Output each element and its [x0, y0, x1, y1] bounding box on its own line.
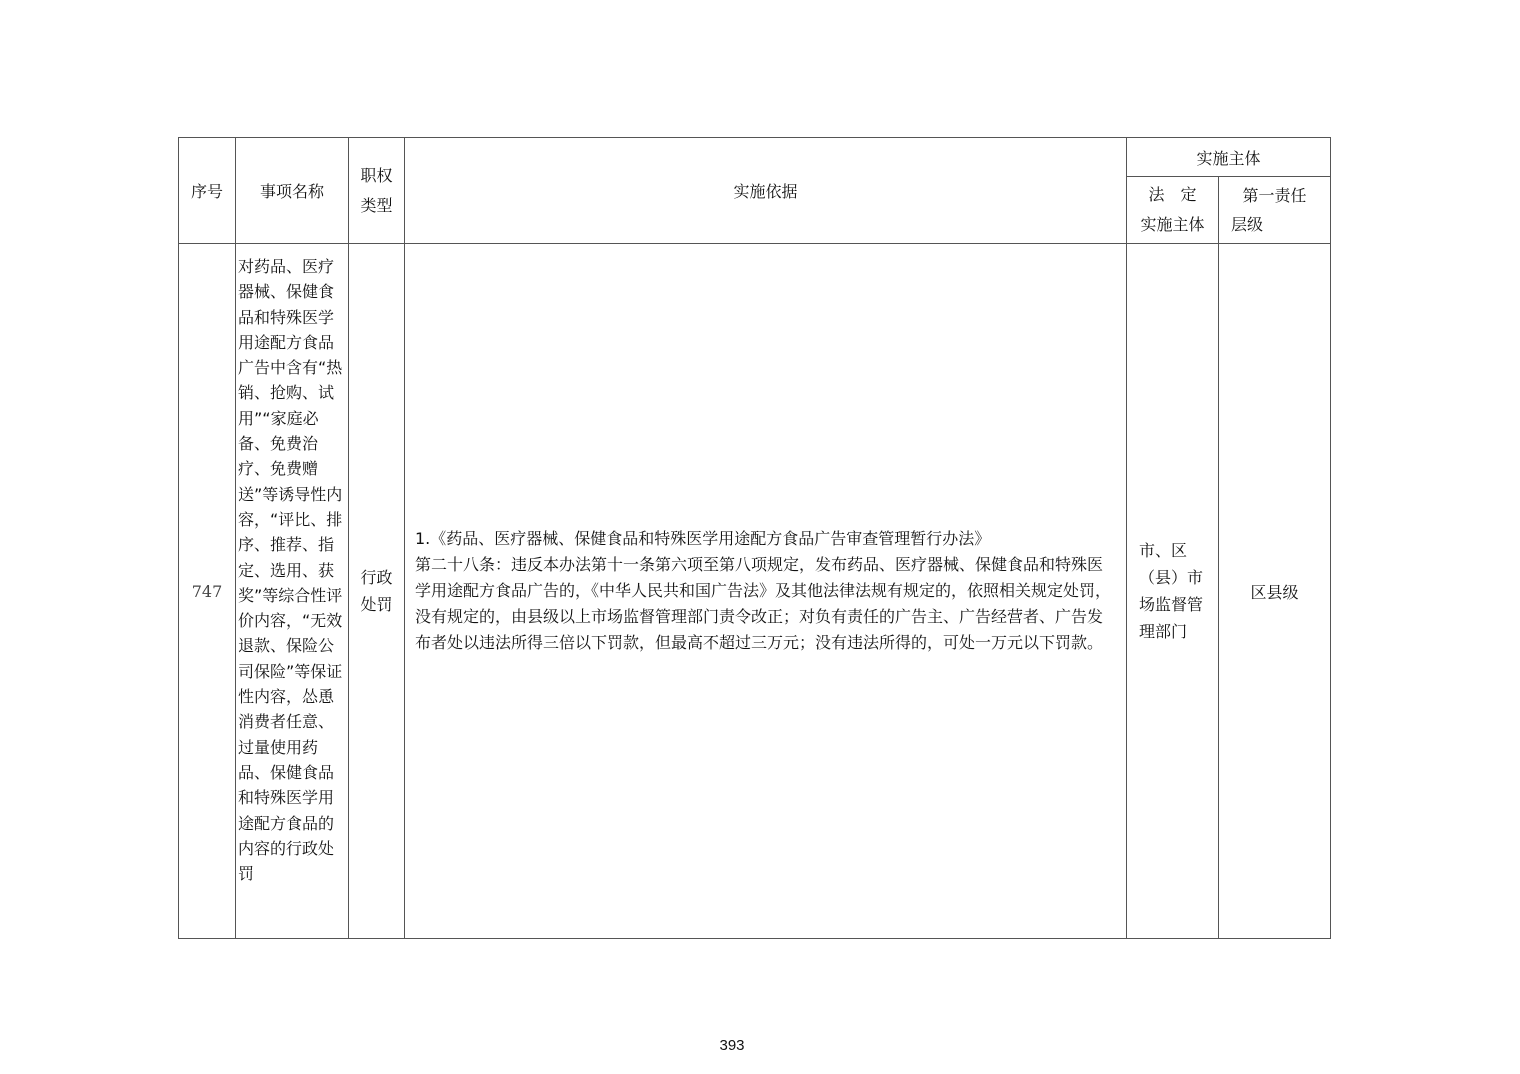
row-responsibility-level: 区县级	[1219, 244, 1331, 939]
power-list-table	[178, 137, 1331, 939]
row-basis-title: 1.《药品、医疗器械、保健食品和特殊医学用途配方食品广告审查管理暂行办法》	[415, 529, 991, 548]
header-legal-subject-line2: 实施主体	[1140, 215, 1205, 234]
row-basis	[405, 244, 1127, 939]
table-header-row	[179, 138, 1331, 177]
row-power-type	[349, 244, 405, 939]
header-responsibility-level	[1219, 177, 1331, 244]
header-power-type-line1: 职权	[360, 165, 393, 185]
header-power-type-line2: 类型	[360, 195, 393, 215]
row-legal-subject: 市、区（县）市场监督管理部门	[1127, 244, 1219, 939]
header-legal-subject	[1127, 177, 1219, 244]
row-basis-text: 第二十八条：违反本办法第十一条第六项至第八项规定，发布药品、医疗器械、保健食品和特殊医学用途配方食品广告的，《中华人民共和国广告法》及其他法律法规有规定的，依照相关规定处罚，没有规定的，由县级以上市场监督管理部门责令改正；对负有责任的广告主、广告经营者、广告发布者处以违法所得三倍以下罚款，但最高不超过三万元；没有违法所得的，可处一万元以下罚款。	[415, 555, 1112, 652]
header-subject-group: 实施主体	[1127, 138, 1331, 177]
table-row	[179, 244, 1331, 939]
header-responsibility-level-line1: 第一责任	[1242, 186, 1307, 205]
row-power-type-line1: 行政	[360, 568, 393, 587]
header-basis: 实施依据	[405, 138, 1127, 244]
page-number: 393	[719, 1037, 745, 1054]
row-power-type-line2: 处罚	[360, 595, 393, 614]
row-index: 747	[179, 244, 236, 939]
row-item-name: 对药品、医疗器械、保健食品和特殊医学用途配方食品广告中含有“热销、抢购、试用”“家庭必备、免费治疗、免费赠送”等诱导性内容，“评比、排序、推荐、指定、选用、获奖”等综合性评价内容，“无效退款、保险公司保险”等保证性内容，怂恿消费者任意、过量使用药品、保健食品和特殊医学用途配方食品的内容的行政处罚	[236, 244, 349, 939]
header-legal-subject-line1: 法 定	[1148, 185, 1197, 204]
header-item-name: 事项名称	[236, 138, 349, 244]
header-responsibility-level-line2: 层级	[1231, 215, 1264, 234]
header-index: 序号	[179, 138, 236, 244]
header-power-type	[349, 138, 405, 244]
